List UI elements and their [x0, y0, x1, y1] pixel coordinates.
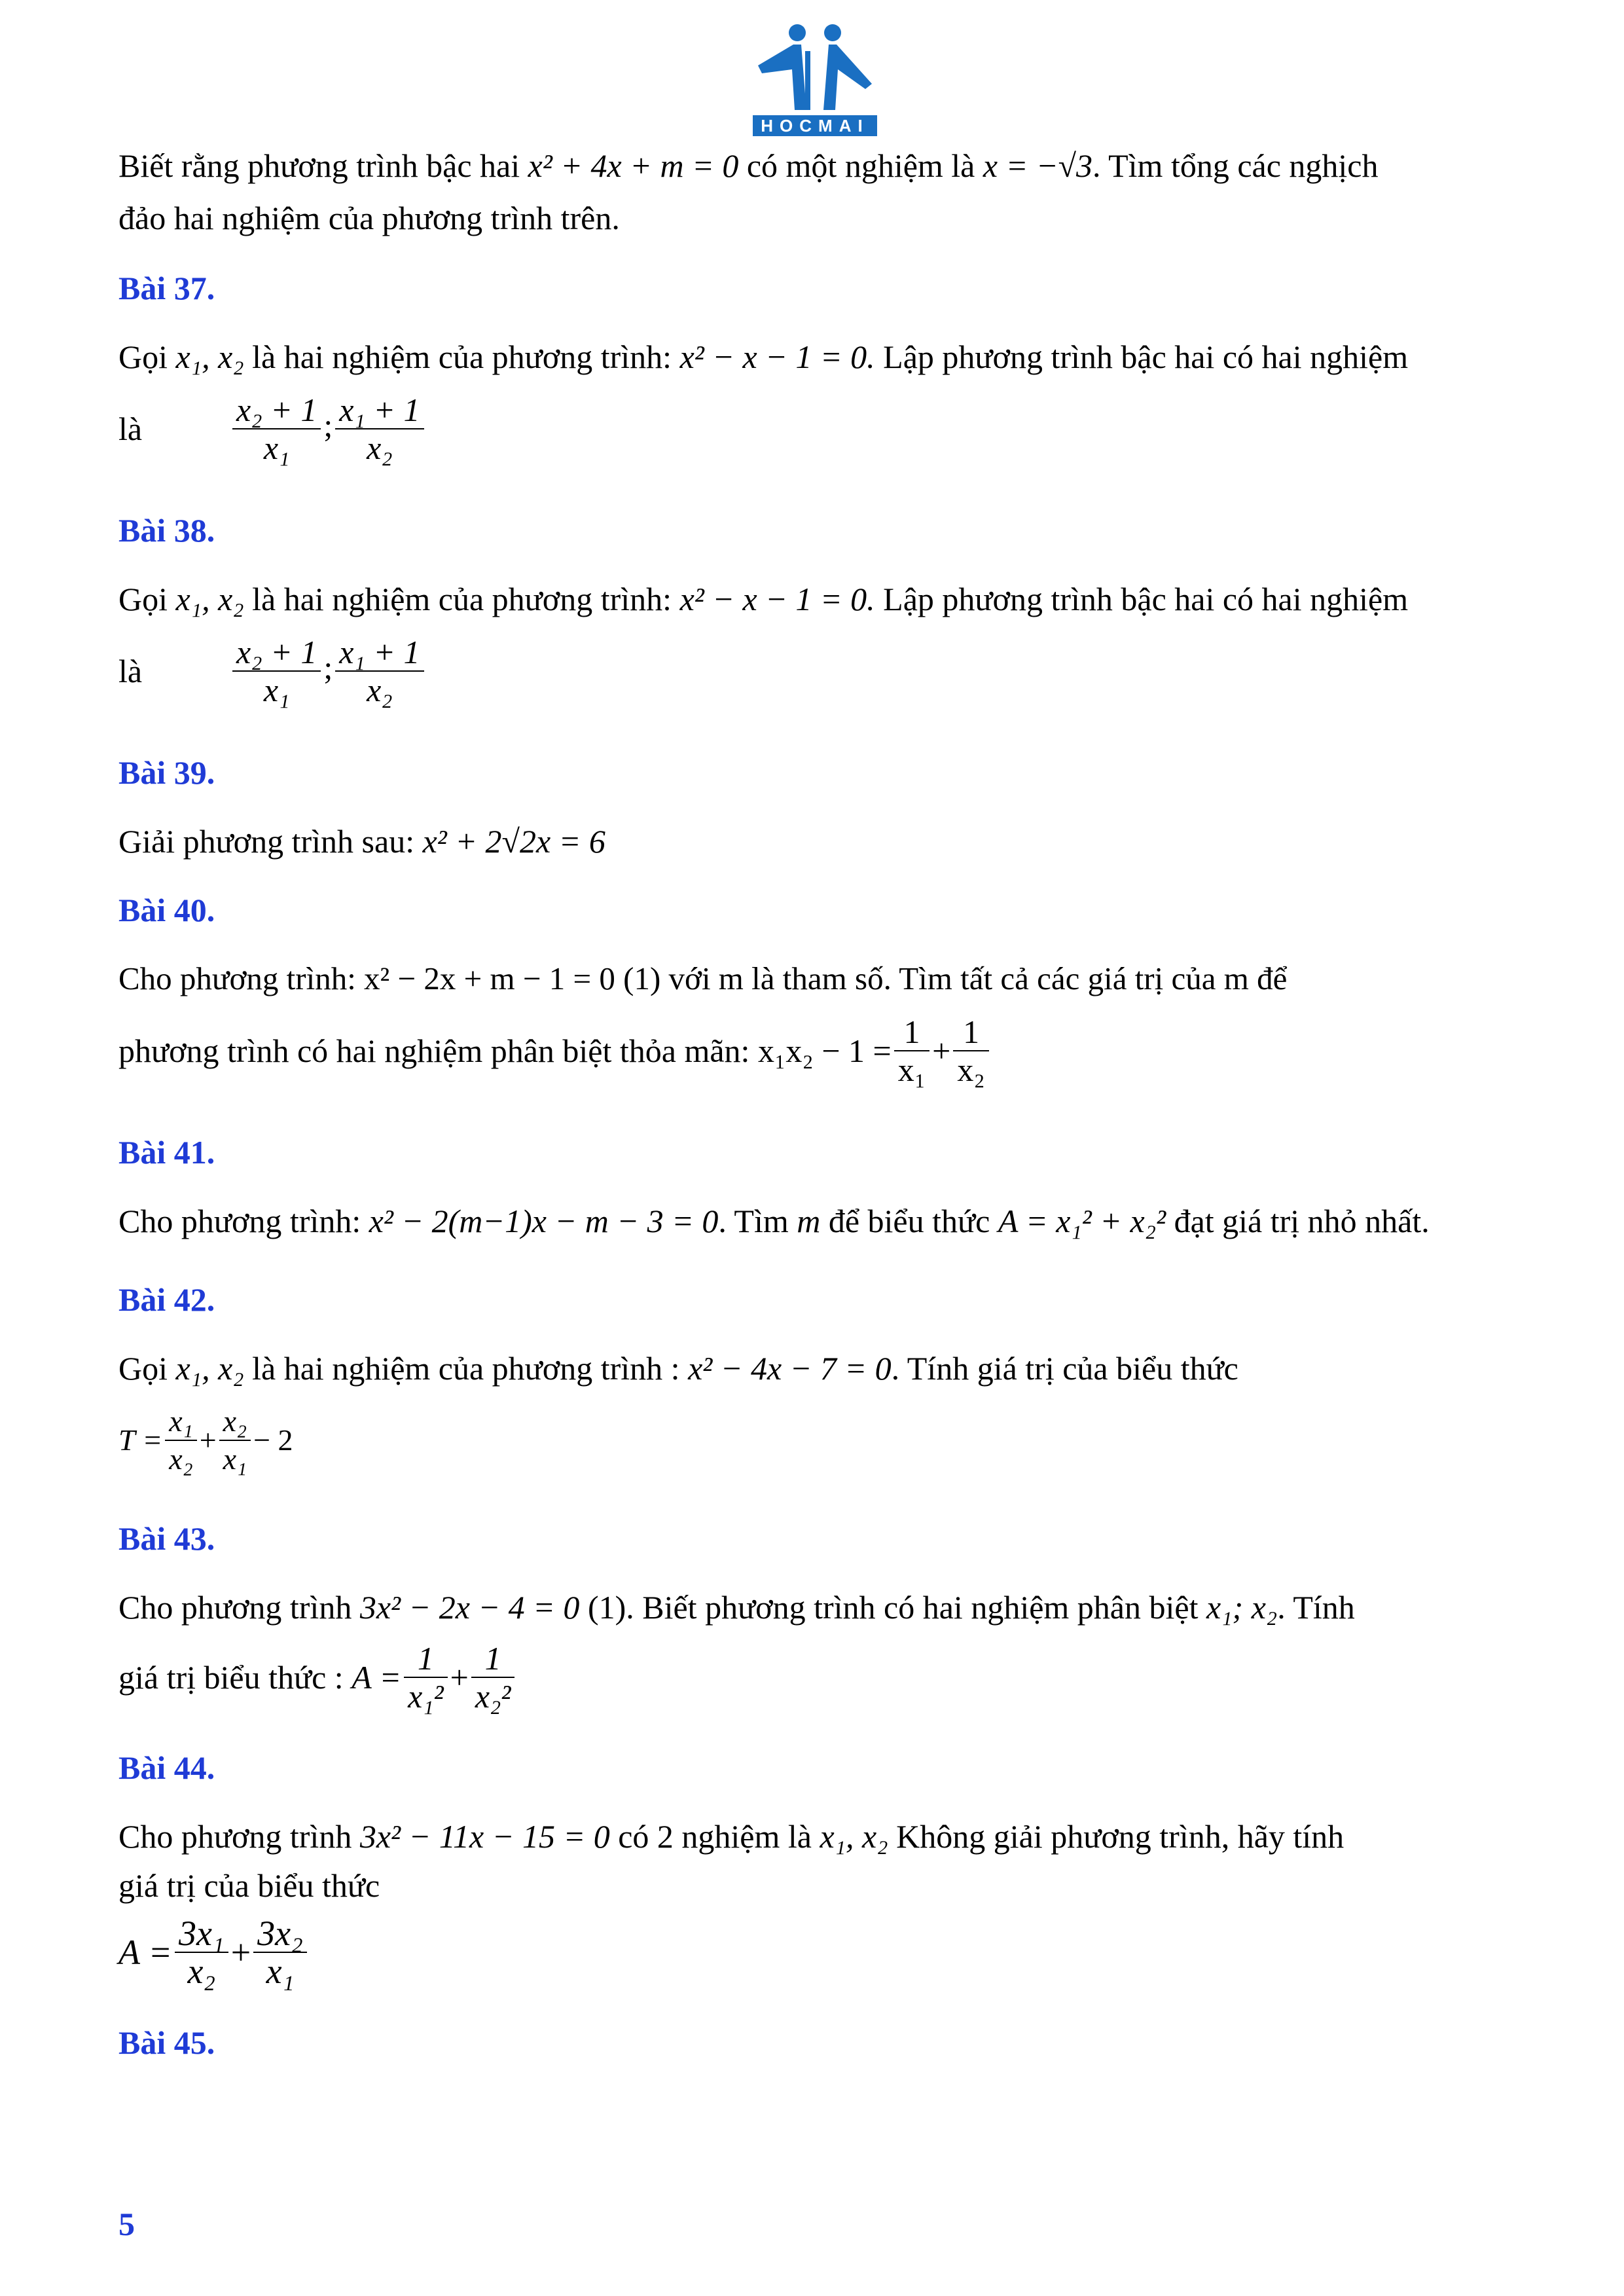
fraction: $\frac{\text{x₁ + 1}}{\text{x₂}}$ [335, 392, 424, 466]
problem-41-title: Bài 41. [118, 1134, 215, 1171]
logo-text: HOCMAI [753, 115, 877, 136]
problem-40-line-1: Cho phương trình: x² − 2x + m − 1 = 0 (1) với m là tham số. Tìm tất cả các giá trị của m để [118, 960, 1288, 996]
problem-39-line: Giải phương trình sau: x² + 2√2x = 6 [118, 823, 605, 860]
problem-44-line-3: A = $\frac{\text{3x₁}}{\text{x₂}}$ + $\frac{\text{3x₂}}{\text{x₁}}$ [118, 1915, 310, 1990]
fraction: $\frac{1}{\text{x₁}}$ [894, 1013, 929, 1088]
problem-38-line-1: Gọi x₁, x₂ là hai nghiệm của phương trình: x² − x − 1 = 0. Lập phương trình bậc hai có hai nghiệm [118, 581, 1409, 617]
problem-42-title: Bài 42. [118, 1281, 215, 1318]
problem-44-line-1: Cho phương trình 3x² − 11x − 15 = 0 có 2 nghiệm là x₁, x₂ Không giải phương trình, hãy tính [118, 1818, 1344, 1855]
problem-37-line-1: Gọi x₁, x₂ là hai nghiệm của phương trình: x² − x − 1 = 0. Lập phương trình bậc hai có hai nghiệm [118, 338, 1409, 375]
problem-38-title: Bài 38. [118, 512, 215, 549]
problem-43-line-1: Cho phương trình 3x² − 2x − 4 = 0 (1). Biết phương trình có hai nghiệm phân biệt x₁; x₂. Tính [118, 1589, 1355, 1626]
problem-40-title: Bài 40. [118, 892, 215, 928]
problem-37-line-2: là $\frac{\text{x₂ + 1}}{\text{x₁}}$ ; $\frac{\text{x₁ + 1}}{\text{x₂}}$ [118, 392, 427, 466]
problem-42-line-2: T = $\frac{\text{x₁}}{\text{x₂}}$ + $\frac{\text{x₂}}{\text{x₁}}$ − 2 [118, 1403, 293, 1478]
problem-44-title: Bài 44. [118, 1749, 215, 1786]
problem-37-title: Bài 37. [118, 270, 215, 306]
problem-38-line-2: là $\frac{\text{x₂ + 1}}{\text{x₁}}$ ; $\frac{\text{x₁ + 1}}{\text{x₂}}$ [118, 634, 427, 708]
people-logo-icon [753, 18, 877, 117]
problem-39-title: Bài 39. [118, 754, 215, 791]
intro-line-2: đảo hai nghiệm của phương trình trên. [118, 200, 620, 236]
problem-42-line-1: Gọi x₁, x₂ là hai nghiệm của phương trình : x² − 4x − 7 = 0. Tính giá trị của biểu thức [118, 1350, 1238, 1387]
fraction: $\frac{1}{\text{x₁²}}$ [404, 1640, 448, 1715]
problem-41-line: Cho phương trình: x² − 2(m−1)x − m − 3 = 0. Tìm m để biểu thức A = x₁² + x₂² đạt giá trị nhỏ nhất. [118, 1203, 1430, 1239]
problem-40-line-2: phương trình có hai nghiệm phân biệt thỏa mãn: x₁x₂ − 1 = $\frac{1}{\text{x₁}}$ + $\frac{1}{\text{x₂}}$ [118, 1013, 992, 1088]
fraction: $\frac{\text{x₂ + 1}}{\text{x₁}}$ [232, 634, 321, 708]
fraction: $\frac{\text{x₂ + 1}}{\text{x₁}}$ [232, 392, 321, 466]
fraction: $\frac{1}{\text{x₂²}}$ [471, 1640, 515, 1715]
problem-43-line-2: giá trị biểu thức : A = $\frac{1}{\text{x₁²}}$ + $\frac{1}{\text{x₂²}}$ [118, 1640, 517, 1715]
fraction: $\frac{\text{3x₂}}{\text{x₁}}$ [253, 1915, 307, 1990]
fraction: $\frac{\text{x₁}}{\text{x₂}}$ [165, 1403, 196, 1478]
intro-line-1: Biết rằng phương trình bậc hai x² + 4x + m = 0 có một nghiệm là x = −√3. Tìm tổng các nghịch [118, 147, 1379, 184]
fraction: $\frac{\text{x₁ + 1}}{\text{x₂}}$ [335, 634, 424, 708]
fraction: $\frac{1}{\text{x₂}}$ [953, 1013, 988, 1088]
hocmai-logo [753, 18, 877, 136]
problem-43-title: Bài 43. [118, 1520, 215, 1557]
fraction: $\frac{\text{3x₁}}{\text{x₂}}$ [175, 1915, 228, 1990]
problem-45-title: Bài 45. [118, 2024, 215, 2061]
fraction: $\frac{\text{x₂}}{\text{x₁}}$ [219, 1403, 251, 1478]
problem-44-line-2: giá trị của biểu thức [118, 1867, 380, 1904]
page-number: 5 [118, 2206, 135, 2242]
